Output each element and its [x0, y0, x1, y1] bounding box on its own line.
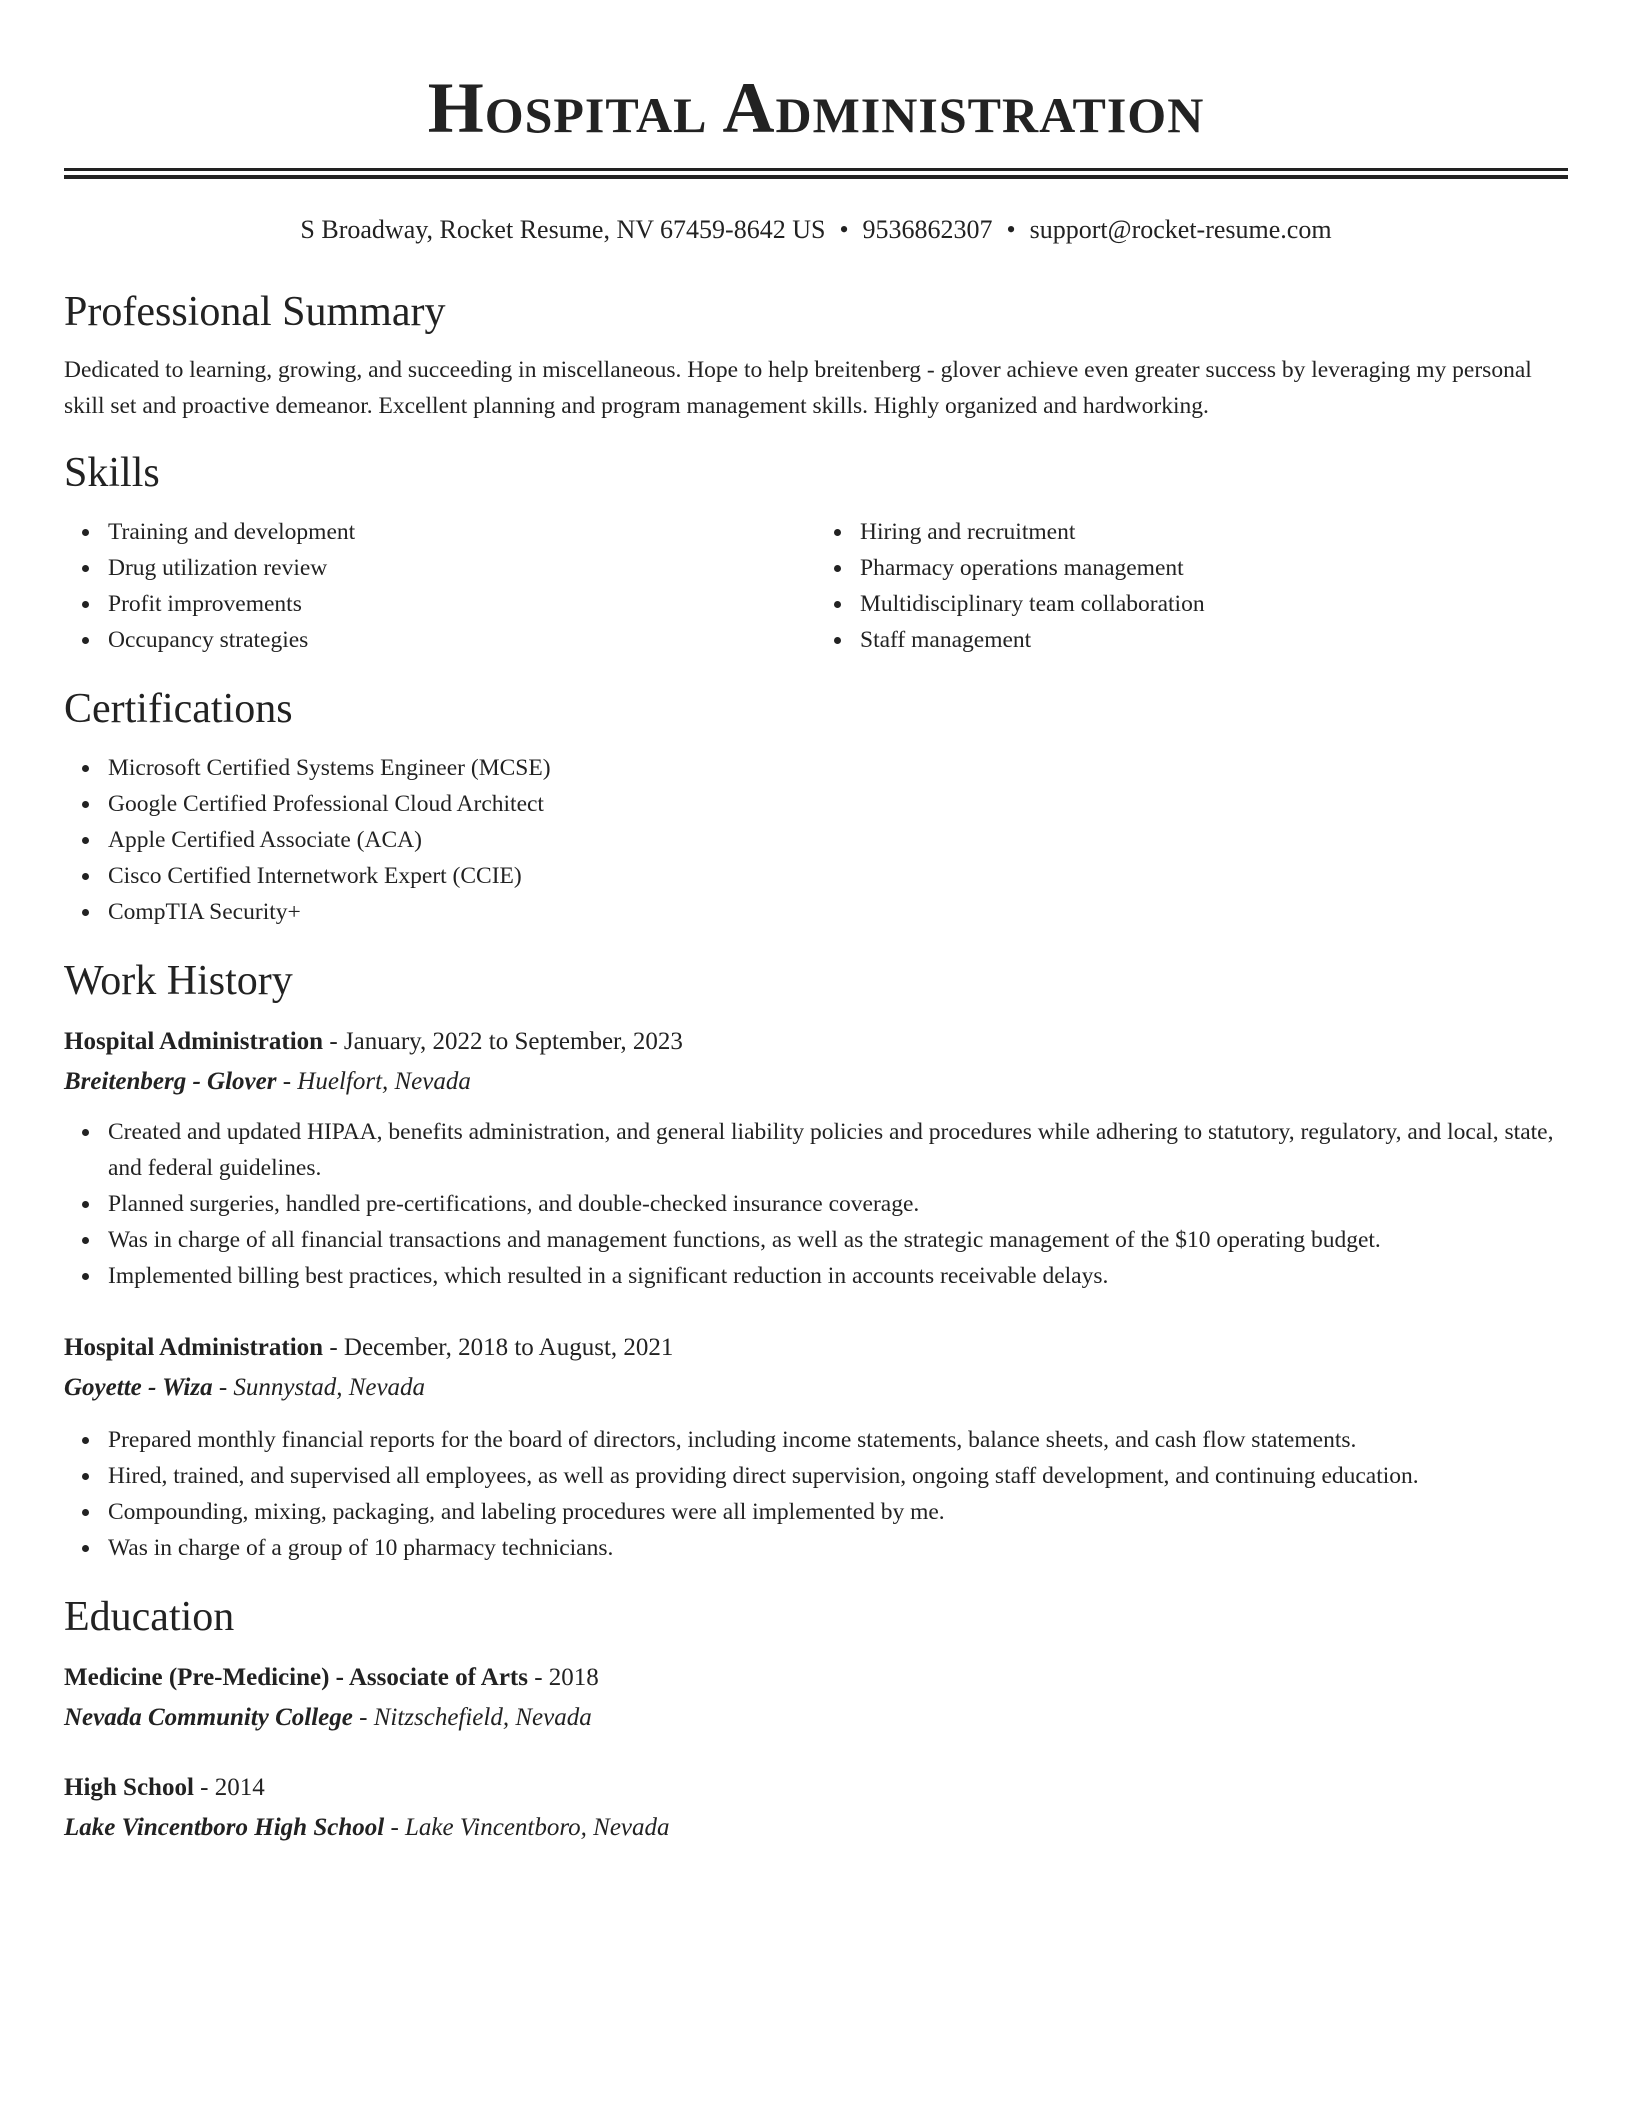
skills-list-left	[64, 514, 816, 658]
job-title-line	[64, 1022, 1568, 1062]
job-bullets	[64, 1422, 1568, 1566]
header-divider	[64, 168, 1568, 179]
job-title-line	[64, 1328, 1568, 1368]
skill-item: Profit improvements	[108, 586, 816, 622]
summary-text: Dedicated to learning, growing, and succeeding in miscellaneous. Hope to help breitenberg - glover achieve even greater success by leveraging my personal skill set and proactive demeanor. Excellent planning and program management skills. Highly organized and hardworking.	[64, 357, 1532, 419]
contact-line	[64, 213, 1568, 247]
skill-item: Pharmacy operations management	[860, 550, 1568, 586]
job-company-line	[64, 1368, 1568, 1408]
job-location: - Huelfort, Nevada	[276, 1068, 471, 1095]
education-school-line	[64, 1808, 1568, 1848]
job-bullet: Created and updated HIPAA, benefits administration, and general liability policies and procedures while adhering to statutory, regulatory, and local, state, and federal guidelines.	[108, 1114, 1568, 1186]
education-location: - Lake Vincentboro, Nevada	[384, 1814, 670, 1841]
certification-item: Microsoft Certified Systems Engineer (MCSE)	[108, 750, 1568, 786]
section-heading-summary: Professional Summary	[64, 289, 446, 335]
education-school-line	[64, 1698, 1568, 1738]
education-degree-line	[64, 1658, 1568, 1698]
resume-page	[64, 0, 1568, 1848]
job-bullet: Was in charge of all financial transactions and management functions, as well as the strategic management of the $10 operating budget.	[108, 1222, 1568, 1258]
job-bullet: Compounding, mixing, packaging, and labeling procedures were all implemented by me.	[108, 1494, 1568, 1530]
skill-item: Training and development	[108, 514, 816, 550]
contact-separator: •	[1006, 215, 1016, 244]
skills-list-right	[816, 514, 1568, 658]
education-year: - 2014	[193, 1774, 265, 1801]
section-heading-certifications: Certifications	[64, 686, 293, 732]
job-location: - Sunnystad, Nevada	[212, 1374, 426, 1401]
contact-separator: •	[839, 215, 849, 244]
certifications-list	[64, 750, 1568, 930]
education-entry	[64, 1768, 1568, 1848]
job-bullet: Implemented billing best practices, which resulted in a significant reduction in accounts receivable delays.	[108, 1258, 1568, 1294]
job-bullet: Prepared monthly financial reports for the board of directors, including income statements, balance sheets, and cash flow statements.	[108, 1422, 1568, 1458]
education-degree-line	[64, 1768, 1568, 1808]
candidate-name: Hospital Administration	[427, 68, 1205, 148]
certification-item: Apple Certified Associate (ACA)	[108, 822, 1568, 858]
education-degree: High School	[64, 1774, 194, 1801]
skills-columns	[64, 514, 1568, 658]
job-company: Breitenberg - Glover	[64, 1068, 277, 1095]
skill-item: Multidisciplinary team collaboration	[860, 586, 1568, 622]
contact-email: support@rocket-resume.com	[1029, 215, 1332, 244]
section-heading-skills: Skills	[64, 450, 160, 496]
job-bullet: Planned surgeries, handled pre-certifications, and double-checked insurance coverage.	[108, 1186, 1568, 1222]
education-entry	[64, 1658, 1568, 1738]
job-entry	[64, 1328, 1568, 1566]
job-bullets	[64, 1114, 1568, 1294]
skill-item: Hiring and recruitment	[860, 514, 1568, 550]
job-dates: - December, 2018 to August, 2021	[323, 1334, 674, 1361]
job-title: Hospital Administration	[64, 1334, 324, 1361]
skill-item: Drug utilization review	[108, 550, 816, 586]
certification-item: CompTIA Security+	[108, 894, 1568, 930]
section-heading-work-history: Work History	[64, 958, 293, 1004]
education-location: - Nitzschefield, Nevada	[352, 1704, 592, 1731]
education-school: Lake Vincentboro High School	[64, 1814, 385, 1841]
job-dates: - January, 2022 to September, 2023	[323, 1028, 683, 1055]
job-company-line	[64, 1062, 1568, 1102]
education-year: - 2018	[527, 1664, 599, 1691]
certification-item: Google Certified Professional Cloud Architect	[108, 786, 1568, 822]
skill-item: Staff management	[860, 622, 1568, 658]
contact-phone: 9536862307	[862, 215, 993, 244]
job-title: Hospital Administration	[64, 1028, 324, 1055]
education-degree: Medicine (Pre-Medicine) - Associate of Arts	[64, 1664, 528, 1691]
certification-item: Cisco Certified Internetwork Expert (CCIE)	[108, 858, 1568, 894]
education-school: Nevada Community College	[64, 1704, 353, 1731]
job-bullet: Hired, trained, and supervised all employees, as well as providing direct supervision, ongoing staff development, and continuing education.	[108, 1458, 1568, 1494]
job-company: Goyette - Wiza	[64, 1374, 213, 1401]
contact-address: S Broadway, Rocket Resume, NV 67459-8642 US	[300, 215, 826, 244]
job-entry	[64, 1022, 1568, 1294]
skill-item: Occupancy strategies	[108, 622, 816, 658]
job-bullet: Was in charge of a group of 10 pharmacy technicians.	[108, 1530, 1568, 1566]
section-heading-education: Education	[64, 1594, 235, 1640]
